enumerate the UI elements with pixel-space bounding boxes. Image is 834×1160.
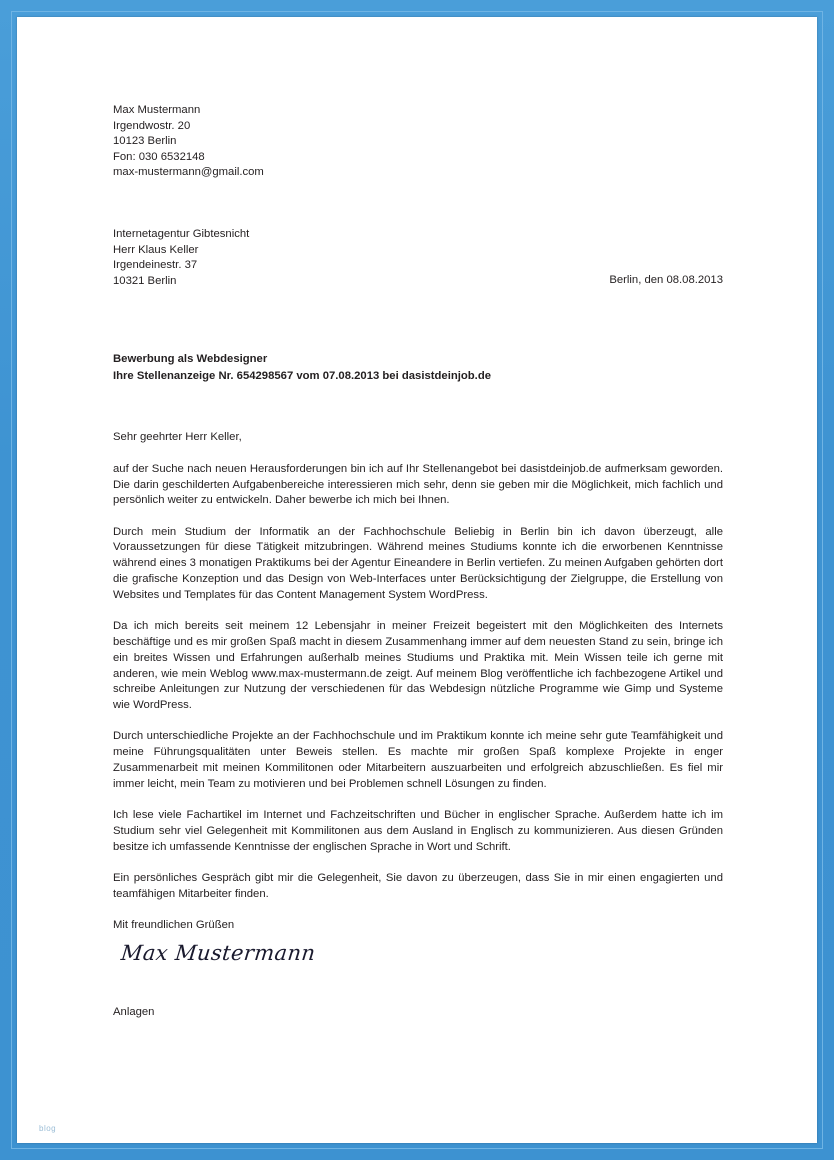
paragraph: Ein persönliches Gespräch gibt mir die Gelegenheit, Sie davon zu überzeugen, dass Sie in mir einen engagierten und teamfähigen Mitarbeiter finden. bbox=[113, 871, 723, 900]
paragraph: Ich lese viele Fachartikel im Internet und Fachzeitschriften und Bücher in englischer Sprache. Außerdem hatte ich im Studium sehr viel Gelegenheit mit Kommilitonen aus dem Ausland in Englisch zu kommunizieren. Aus diesen Gründen besitze ich umfassende Kenntnisse der englischen Sprache in Wort und Schrift. bbox=[113, 809, 723, 853]
recipient-company: Internetagentur Gibtesnicht bbox=[113, 227, 250, 240]
paragraph: Durch mein Studium der Informatik an der Fachhochschule Beliebig in Berlin bin ich davon überzeugt, alle Voraussetzungen für diese Tätigkeit mitzubringen. Während meines Studiums konnte ich die erworbenen Kenntnisse während eines 3 monatigen Praktikums bei der Agentur Eineandere in Berlin vertiefen. Zu meinen Aufgaben gehörten dort die grafische Konzeption und das Design von Web-Interfaces unter Berücksichtigung der Zielgruppe, die Erstellung von Websites und Templates für das Content Management System WordPress. bbox=[113, 525, 723, 601]
recipient-street: Irgendeinestr. 37 bbox=[113, 259, 198, 272]
attachments-label: Anlagen bbox=[113, 1006, 155, 1019]
letter-body bbox=[113, 103, 723, 1021]
spacer bbox=[113, 335, 723, 351]
subject-block bbox=[113, 351, 723, 384]
corner-watermark: blog bbox=[39, 1124, 57, 1133]
paragraph: Durch unterschiedliche Projekte an der Fachhochschule und im Praktikum konnte ich meine sehr gute Teamfähigkeit und meine Führungsqualitäten unter Beweis stellen. Es machte mir großen Spaß komplexe Projekte in enger Zusammenarbeit mit meinen Kommilitonen oder Mitarbeitern auszuarbeiten und erfolgreich abzuschließen. Es fiel mir immer leicht, mein Team zu motivieren und bei Problemen schnell Lösungen zu finden. bbox=[113, 730, 723, 790]
sender-address bbox=[113, 103, 723, 181]
sender-city: 10123 Berlin bbox=[113, 135, 177, 148]
subject-line-2: Ihre Stellenanzeige Nr. 654298567 vom 07.08.2013 bei dasistdeinjob.de bbox=[113, 369, 492, 382]
spacer bbox=[113, 446, 723, 462]
date-line: Berlin, den 08.08.2013 bbox=[609, 273, 723, 286]
recipient-contact: Herr Klaus Keller bbox=[113, 243, 199, 256]
sender-street: Irgendwostr. 20 bbox=[113, 119, 191, 132]
signature: Max Mustermann bbox=[119, 940, 317, 965]
salutation: Sehr geehrter Herr Keller, bbox=[113, 431, 242, 444]
sender-email: max-mustermann@gmail.com bbox=[113, 166, 264, 179]
recipient-block bbox=[113, 227, 723, 289]
closing-line: Mit freundlichen Grüßen bbox=[113, 919, 235, 932]
sender-phone: Fon: 030 6532148 bbox=[113, 150, 205, 163]
spacer bbox=[113, 384, 723, 414]
letter-page bbox=[17, 17, 817, 1143]
sender-name: Max Mustermann bbox=[113, 104, 201, 116]
paragraph: Da ich mich bereits seit meinem 12 Lebensjahr in meiner Freizeit begeistert mit den Möglichkeiten des Internets beschäftige und es mir großen Spaß macht in diesem Zusammenhang immer auf dem neuesten Stand zu sein, bringe ich ein breites Wissen und Erfahrungen außerhalb meines Studiums und Praktika mit. Mein Wissen teile ich gerne mit anderen, wie mein Weblog www.max-mustermann.de zeigt. Auf meinem Blog veröffentliche ich fachbezogene Artikel und schreibe Anleitungen zur Nutzung der verschiedenen für das Webdesign nützliche Programme wie Gimp und Systeme wie WordPress. bbox=[113, 620, 723, 712]
spacer bbox=[113, 181, 723, 227]
spacer bbox=[113, 289, 723, 335]
subject-line-1: Bewerbung als Webdesigner bbox=[113, 353, 268, 366]
paragraph: auf der Suche nach neuen Herausforderungen bin ich auf Ihr Stellenangebot bei dasistdeinjob.de aufmerksam geworden. Die darin geschilderten Aufgabenbereiche interessieren mich sehr, denn sie geben mir die Möglichkeit, mich fachlich und persönlich weiter zu entwickeln. Daher bewerbe ich mich bei Ihnen. bbox=[113, 462, 723, 507]
spacer bbox=[113, 414, 723, 430]
recipient-city: 10321 Berlin bbox=[113, 274, 177, 287]
